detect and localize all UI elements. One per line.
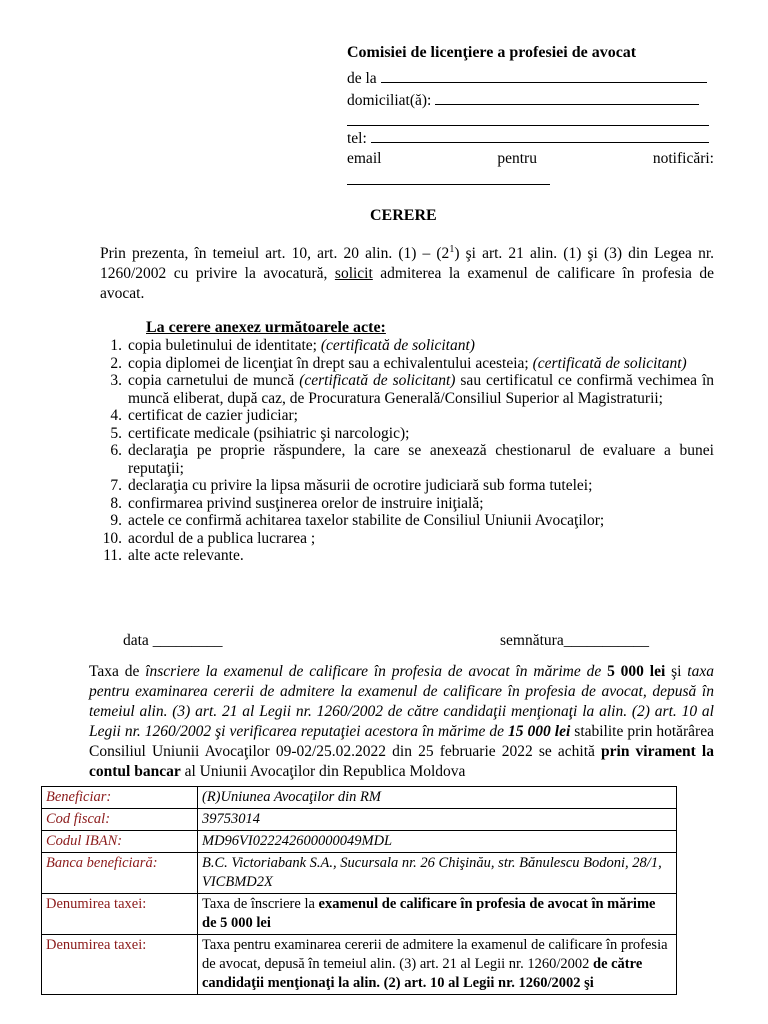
item-number: 1. xyxy=(110,337,122,354)
tel-blank xyxy=(371,130,709,143)
item-number: 4. xyxy=(110,407,122,424)
fiscal-code-label: Cod fiscal: xyxy=(42,809,198,831)
tax-part-8: prin virament la contul bancar xyxy=(89,743,714,780)
item-text: declaraţia cu privire la lipsa măsurii de ocrotire judiciară sub forma tutelei; xyxy=(128,477,593,494)
list-item xyxy=(100,477,714,495)
fee1-bold: examenul de calificare în profesia de avocat în mărime de 5 000 lei xyxy=(202,896,656,931)
tax-amount-1: 5 000 lei xyxy=(607,663,666,680)
tax-part-1: Taxa de xyxy=(89,663,146,680)
email-word-2: pentru xyxy=(497,150,537,167)
bank-label: Banca beneficiară: xyxy=(42,853,198,894)
tel-label: tel: xyxy=(347,130,367,147)
table-row xyxy=(42,809,677,831)
email-word-3: notificări: xyxy=(652,150,714,167)
item-text: acordul de a publica lucrarea ; xyxy=(128,529,316,547)
item-number: 3. xyxy=(110,372,122,389)
tel-field xyxy=(347,130,714,148)
fee-name-value-2 xyxy=(198,935,677,995)
item-number: 9. xyxy=(110,512,122,529)
item-text: alte acte relevante. xyxy=(128,547,244,564)
domicile-blank xyxy=(435,92,699,105)
iban-value: MD96VI022242600000049MDL xyxy=(198,831,677,853)
annex-heading: La cerere anexez următoarele acte: xyxy=(146,319,386,336)
intro-solicit: solicit xyxy=(334,265,373,283)
addressee-title: Comisiei de licenţiere a profesiei de avocat xyxy=(347,44,637,61)
table-row xyxy=(42,787,677,809)
email-word-1: email xyxy=(347,150,382,167)
request-title: CERERE xyxy=(370,207,437,224)
table-row xyxy=(42,935,677,995)
fee-name-label-2: Denumirea taxei: xyxy=(42,935,198,995)
iban-label: Codul IBAN: xyxy=(42,831,198,853)
bank-value: B.C. Victoriabank S.A., Sucursala nr. 26 Chişinău, str. Bănulescu Bodoni, 28/1, VICBMD2X xyxy=(198,853,677,894)
table-row xyxy=(42,831,677,853)
intro-part-a: Prin prezenta, în temeiul art. 10, art. 20 alin. (1) – (2 xyxy=(100,245,450,263)
date-field: data _________ xyxy=(123,632,223,649)
table-row xyxy=(42,853,677,894)
item-text: declaraţia pe proprie răspundere, la care se anexează chestionarul de evaluare a bunei reputaţii; xyxy=(128,442,714,477)
list-item xyxy=(100,547,714,565)
fee-name-value-1 xyxy=(198,894,677,935)
fee-name-label-1: Denumirea taxei: xyxy=(42,894,198,935)
list-item xyxy=(100,512,714,530)
domicile-label: domiciliat(ă): xyxy=(347,92,432,109)
item-italic: (certificată de solicitant) xyxy=(299,372,456,389)
fee1-plain: Taxa de înscriere la xyxy=(202,896,319,912)
request-intro xyxy=(100,240,714,304)
from-blank xyxy=(381,70,707,83)
email-line xyxy=(347,172,557,190)
item-number: 10. xyxy=(102,529,122,547)
item-text: actele ce confirmă achitarea taxelor stabilite de Consiliul Uniunii Avocaţilor; xyxy=(128,512,605,529)
item-text: copia carnetului de muncă xyxy=(128,372,300,389)
item-number: 8. xyxy=(110,494,122,512)
item-number: 2. xyxy=(110,354,122,372)
item-number: 11. xyxy=(103,547,122,564)
item-rest: sau certificatul ce confirmă vechimea în muncă eliberat, după caz, de Procuratura Generală/Consiliul Superior al Magistraturii; xyxy=(128,372,715,407)
list-item xyxy=(100,372,714,407)
domicile-field xyxy=(347,92,714,110)
tax-amount-2: 15 000 lei xyxy=(508,723,571,740)
item-italic: (certificată de solicitant) xyxy=(532,354,687,372)
list-item xyxy=(100,355,714,373)
item-number: 7. xyxy=(110,477,122,494)
list-item xyxy=(100,495,714,513)
item-number: 5. xyxy=(110,424,122,442)
item-text: confirmarea privind susţinerea orelor de instruire iniţială; xyxy=(128,494,484,512)
intro-part-b: ) şi art. 21 alin. (1) şi (3) din Legea nr. 1260/2002 cu privire la avocatură, xyxy=(100,245,714,283)
beneficiary-label: Beneficiar: xyxy=(42,787,198,809)
tax-part-9: al Uniunii Avocaţilor din Republica Moldova xyxy=(180,763,466,780)
list-item xyxy=(100,442,714,477)
item-italic: (certificată de solicitant) xyxy=(320,337,475,354)
from-label: de la xyxy=(347,70,377,87)
table-row xyxy=(42,894,677,935)
tax-part-2: înscriere la examenul de calificare în profesia de avocat în mărime de xyxy=(145,663,608,680)
item-text: certificat de cazier judiciar; xyxy=(128,407,298,424)
signature-field: semnătura___________ xyxy=(500,632,649,649)
fiscal-code-value: 39753014 xyxy=(198,809,677,831)
tax-paragraph xyxy=(89,662,714,782)
list-item xyxy=(100,530,714,548)
email-field xyxy=(347,150,714,168)
beneficiary-value: (R)Uniunea Avocaţilor din RM xyxy=(198,787,677,809)
tax-part-4: şi xyxy=(665,663,688,680)
intro-sup: 1 xyxy=(449,244,455,255)
item-number: 6. xyxy=(110,442,122,459)
intro-part-c: admiterea la examenul de calificare în profesia de avocat. xyxy=(100,265,714,303)
tax-part-7: stabilite prin hotărârea Consiliul Uniunii Avocaţilor 09-02/25.02.2022 din 25 februarie 2022 se achită xyxy=(89,723,714,760)
email-blank xyxy=(347,172,550,185)
domicile-line-2 xyxy=(347,113,714,131)
tax-part-5: taxa pentru examinarea cererii de admitere la examenul de calificare în profesia de avocat, depusă în temeiul alin. (3) art. 21 al Legii nr. 1260/2002 de către candidaţii menţionaţi la alin. (2) art. 10 al Legii nr. 1260/2002 şi verificarea reputaţiei acestora în mărime de xyxy=(89,663,714,740)
list-item xyxy=(100,337,714,355)
list-item xyxy=(100,425,714,443)
item-text: copia buletinului de identitate; xyxy=(128,337,321,354)
annex-list xyxy=(100,337,714,565)
item-text: certificate medicale (psihiatric şi narcologic); xyxy=(128,424,410,442)
fee2-bold: de către candidaţii menţionaţi la alin. (2) art. 10 al Legii nr. 1260/2002 şi xyxy=(202,956,643,991)
list-item xyxy=(100,407,714,425)
item-text: copia diplomei de licenţiat în drept sau a echivalentului acesteia; xyxy=(128,354,533,372)
fee2-plain: Taxa pentru examinarea cererii de admitere la examenul de calificare în profesia de avocat, depusă în temeiul alin. (3) art. 21 al Legii nr. 1260/2002 xyxy=(202,937,668,972)
from-field xyxy=(347,70,714,88)
payment-details-table xyxy=(41,786,677,995)
domicile-blank-2 xyxy=(347,113,709,126)
